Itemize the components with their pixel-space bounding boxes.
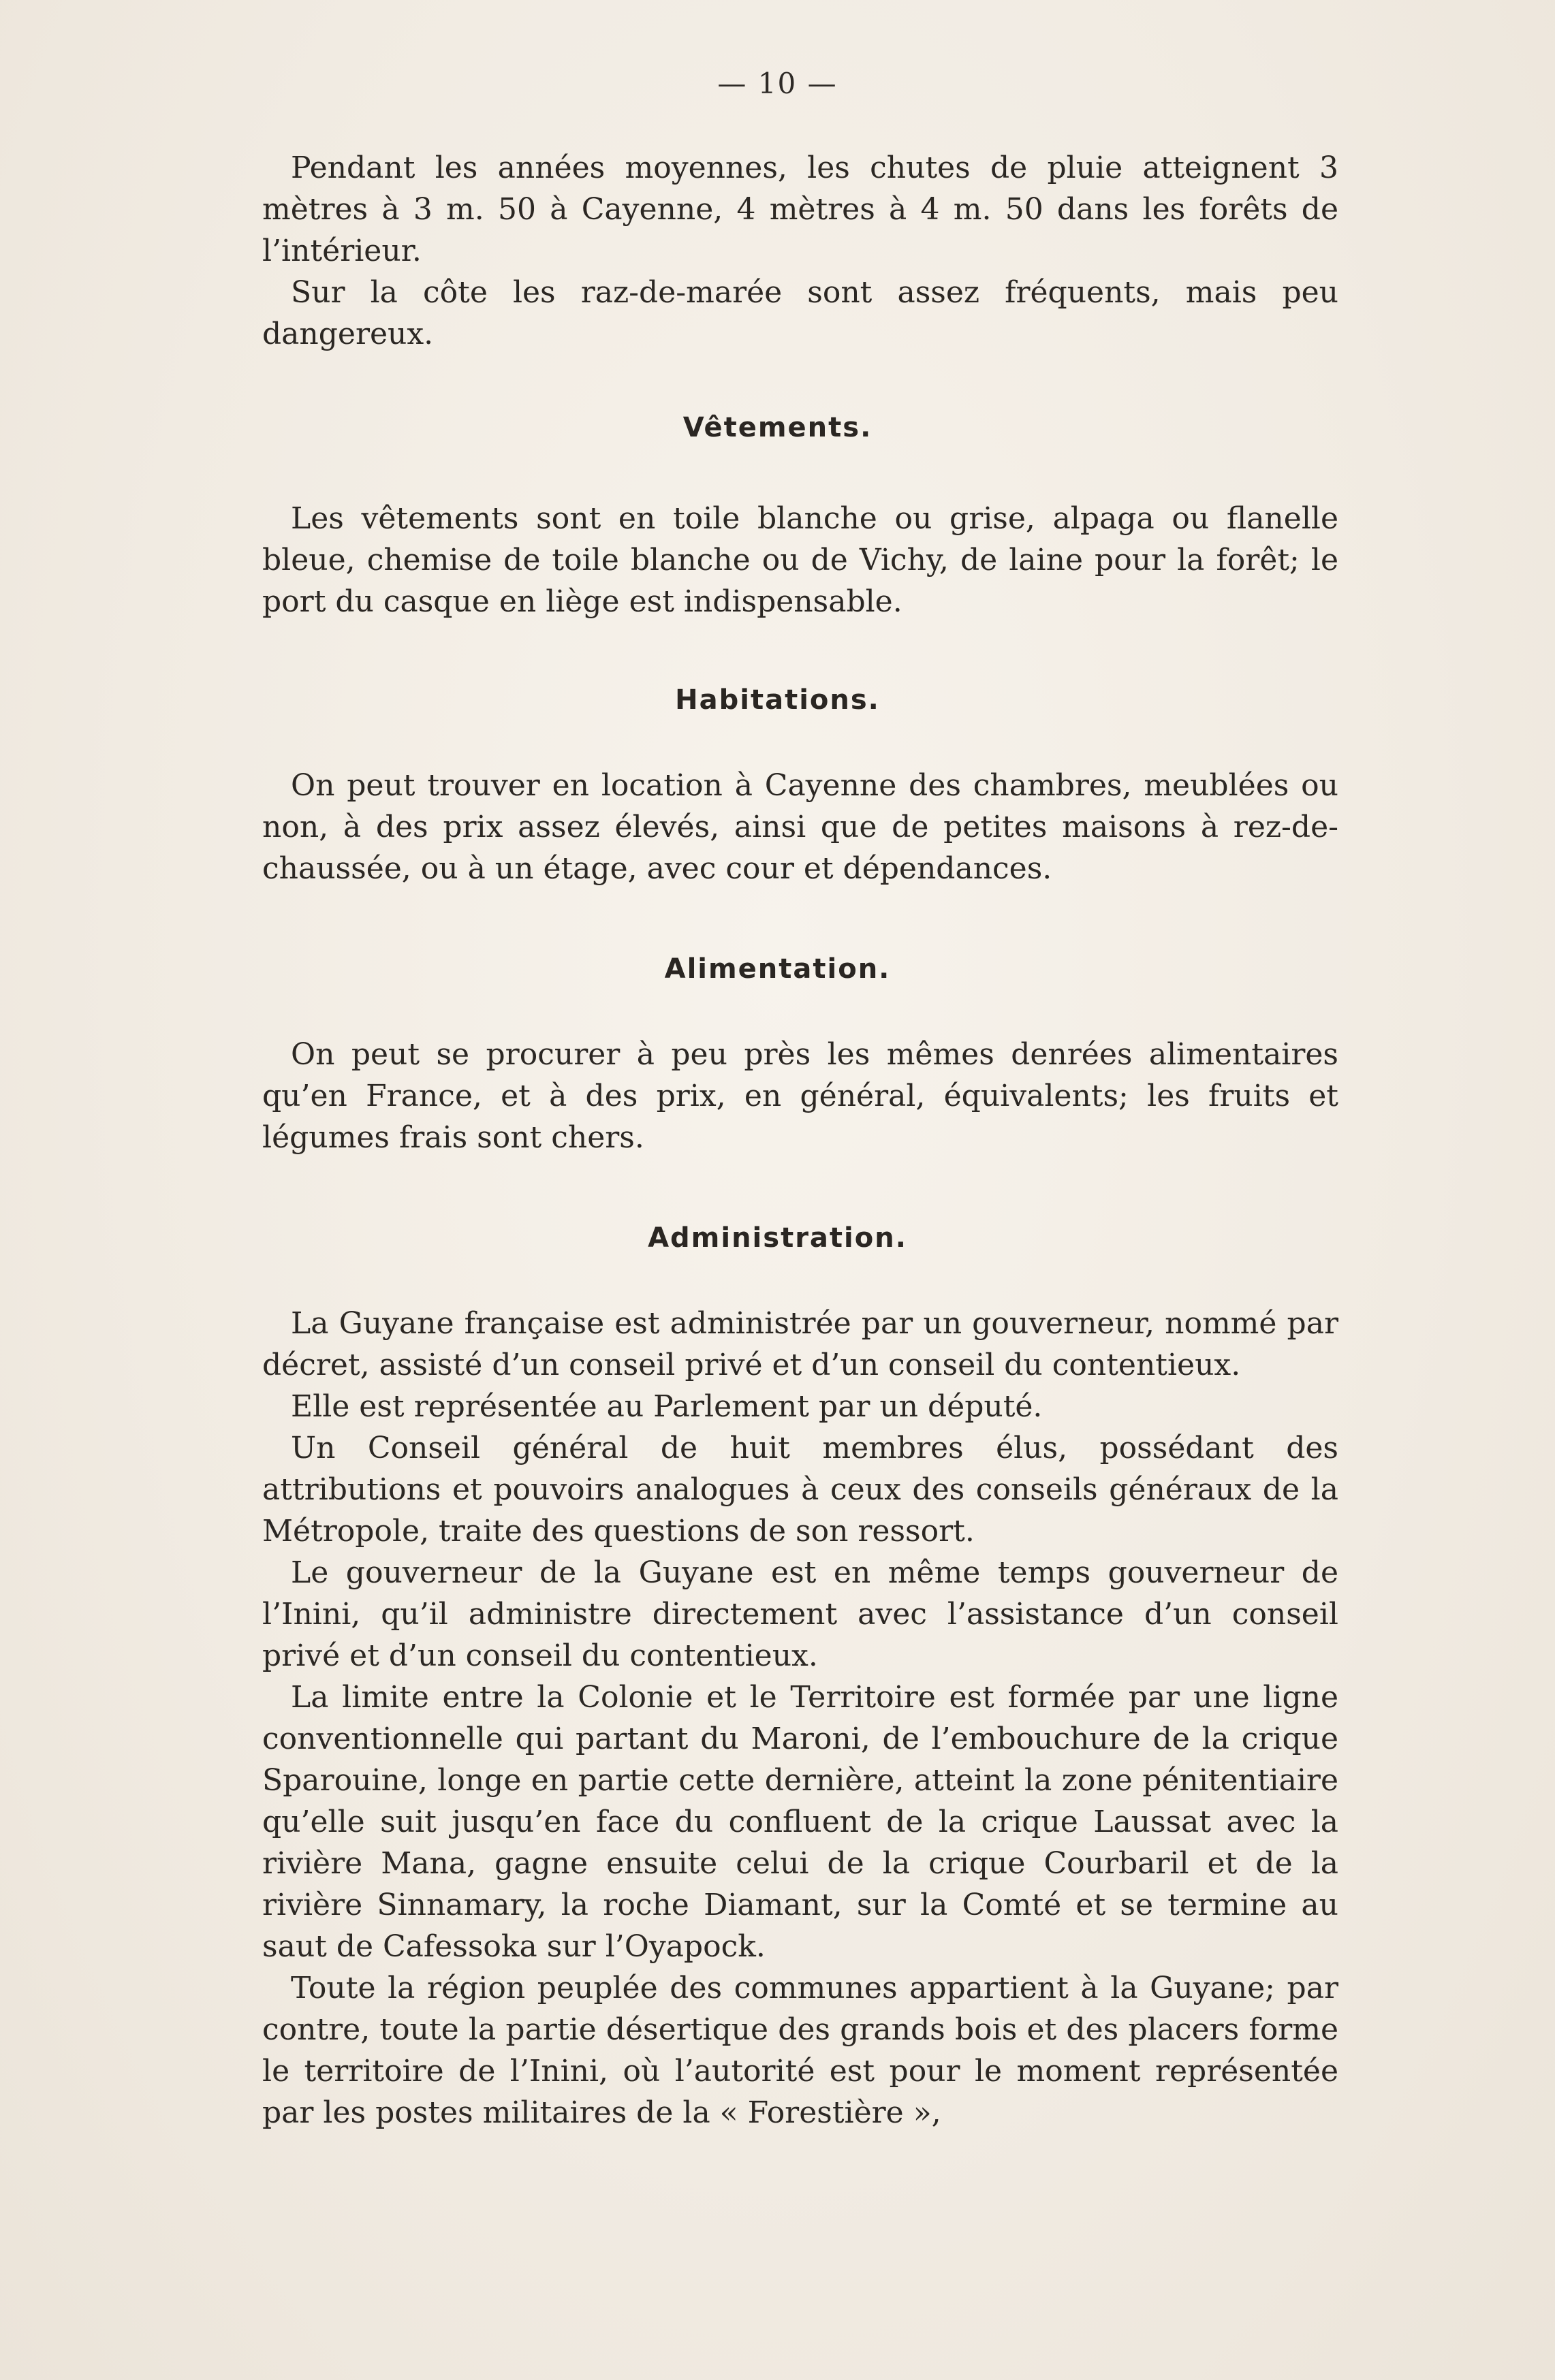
paragraph: Pendant les années moyennes, les chutes de pluie atteignent 3 mètres à 3 m. 50 à Cayenne, 4 mètres à 4 m. 50 dans les forêts de l’intérieur.: [262, 150, 1338, 268]
section-heading-vetements: Vêtements.: [682, 412, 873, 443]
intro-section: [262, 147, 1338, 355]
paragraph: La Guyane française est administrée par un gouverneur, nommé par décret, assisté d’un conseil privé et d’un conseil du contentieux.: [262, 1306, 1338, 1382]
section-heading-alimentation: Alimentation.: [664, 953, 891, 985]
page-number: — 10 —: [717, 67, 838, 100]
administration-section: [262, 1303, 1338, 2133]
alimentation-section: [262, 1034, 1338, 1158]
paragraph: Sur la côte les raz-de-marée sont assez fréquents, mais peu dangereux.: [262, 275, 1338, 351]
vetements-section: [262, 498, 1338, 622]
paragraph: Le gouverneur de la Guyane est en même temps gouverneur de l’Inini, qu’il administre directement avec l’assistance d’un conseil privé et d’un conseil du contentieux.: [262, 1555, 1338, 1673]
paragraph: Un Conseil général de huit membres élus, possédant des attributions et pouvoirs analogues à ceux des conseils généraux de la Métropole, traite des questions de son ressort.: [262, 1431, 1338, 1549]
paragraph: Elle est représentée au Parlement par un député.: [291, 1389, 1043, 1424]
section-heading-habitations: Habitations.: [675, 684, 880, 716]
paragraph: La limite entre la Colonie et le Territoire est formée par une ligne conventionnelle qui partant du Maroni, de l’embouchure de la crique Sparouine, longe en partie cette dernière, atteint la zone pénitentiaire qu’elle suit jusqu’en face du confluent de la crique Laussat avec la rivière Mana, gagne ensuite celui de la crique Courbaril et de la rivière Sinnamary, la roche Diamant, sur la Comté et se termine au saut de Cafessoka sur l’Oyapock.: [262, 1680, 1338, 1964]
paragraph: Toute la région peuplée des communes appartient à la Guyane; par contre, toute la partie désertique des grands bois et des placers forme le territoire de l’Inini, où l’autorité est pour le moment représentée par les postes militaires de la « Forestière »,: [262, 1971, 1338, 2130]
paragraph: Les vêtements sont en toile blanche ou grise, alpaga ou flanelle bleue, chemise de toile blanche ou de Vichy, de laine pour la forêt; le port du casque en liège est indispensable.: [262, 501, 1338, 619]
section-heading-administration: Administration.: [648, 1222, 907, 1254]
habitations-section: [262, 765, 1338, 889]
paragraph: On peut se procurer à peu près les mêmes denrées alimentaires qu’en France, et à des prix, en général, équivalents; les fruits et légumes frais sont chers.: [262, 1037, 1338, 1155]
paragraph: On peut trouver en location à Cayenne des chambres, meublées ou non, à des prix assez élevés, ainsi que de petites maisons à rez-de-chaussée, ou à un étage, avec cour et dépendances.: [262, 768, 1338, 886]
